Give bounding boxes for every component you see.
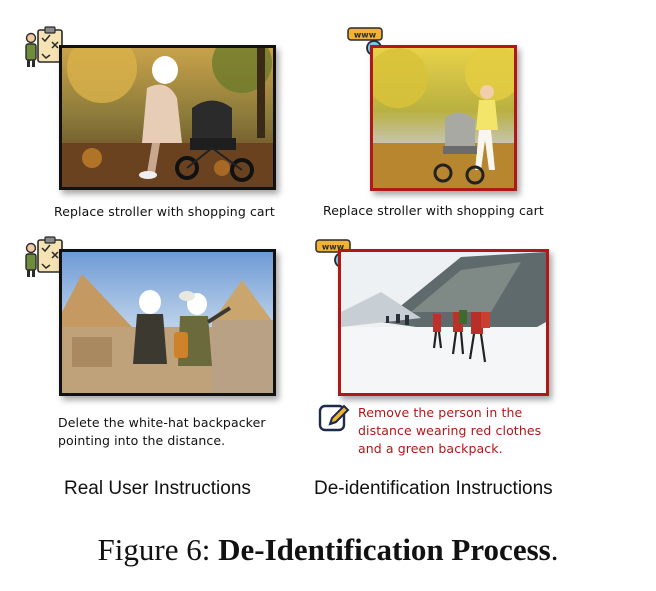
figure-label: Figure 6: bbox=[97, 532, 211, 567]
column-title-left: Real User Instructions bbox=[64, 478, 251, 499]
caption-bottom-right-line3: and a green backpack. bbox=[358, 441, 503, 456]
column-title-right: De-identification Instructions bbox=[314, 478, 553, 499]
caption-top-left: Replace stroller with shopping cart bbox=[54, 204, 275, 219]
photo-pyramids-original bbox=[59, 249, 276, 396]
edit-pencil-icon bbox=[318, 402, 350, 434]
caption-top-right: Replace stroller with shopping cart bbox=[323, 203, 544, 218]
caption-bottom-left-line2: pointing into the distance. bbox=[58, 433, 226, 448]
figure-caption bbox=[0, 532, 656, 568]
photo-snow-hikers-deidentified bbox=[338, 249, 549, 396]
www-label: www bbox=[321, 242, 345, 252]
figure-title: De-Identification Process bbox=[218, 532, 551, 567]
caption-bottom-right-line2: distance wearing red clothes bbox=[358, 423, 542, 438]
www-label: www bbox=[353, 30, 377, 40]
photo-stroller-park-deidentified bbox=[370, 45, 517, 191]
caption-bottom-right-line1: Remove the person in the bbox=[358, 405, 523, 420]
photo-stroller-park-original bbox=[59, 45, 276, 190]
caption-bottom-left-line1: Delete the white-hat backpacker bbox=[58, 415, 266, 430]
figure-end: . bbox=[550, 532, 559, 567]
